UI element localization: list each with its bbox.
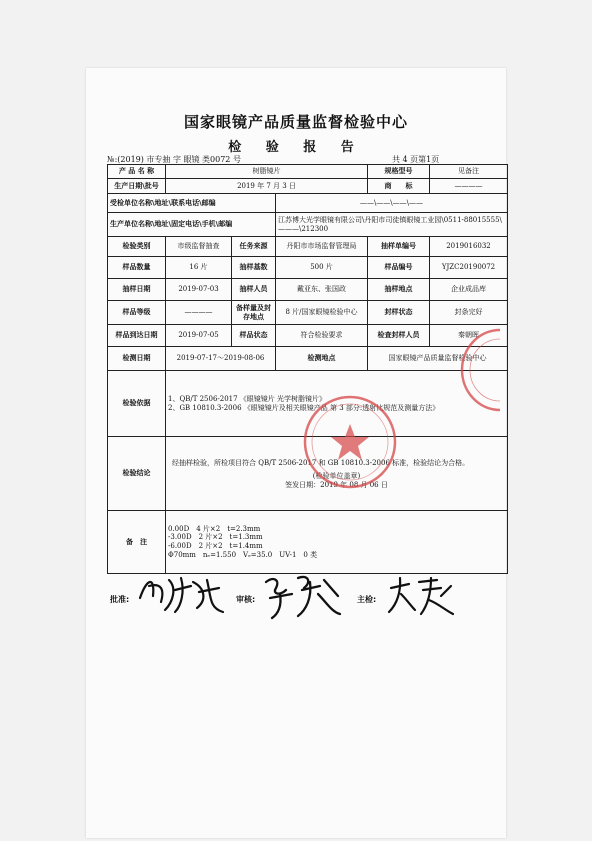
sample-state: 符合检验要求: [276, 325, 368, 347]
inspection-stamp-seal: [300, 392, 400, 492]
table-row: [108, 179, 508, 194]
sample-qty: 16 片: [166, 257, 232, 279]
product-name-label: 产 品 名 称: [108, 165, 166, 179]
backup: 8 片/国家眼镜检验中心: [276, 301, 368, 325]
basis-label: 检验依据: [108, 371, 166, 437]
sample-base: 500 片: [276, 257, 368, 279]
arrival-label: 样品到达日期: [108, 325, 166, 347]
table-row: [108, 511, 508, 574]
report-number: №:(2019) 市专抽 字 眼镜 类0072 号: [107, 155, 241, 164]
table-row: [108, 279, 508, 301]
model: 见备注: [430, 165, 508, 179]
basis-item-2: 2、GB 10810.3-2006 《眼镜镜片及相关眼镜产品 第 3 部分:透射比规范及测量方法》: [168, 403, 440, 412]
sample-state-label: 样品状态: [232, 325, 276, 347]
product-name: 树脂镜片: [166, 165, 368, 179]
chief-inspector-signature: [385, 574, 460, 619]
sample-no-label: 抽样单编号: [368, 237, 430, 257]
producer-label: 生产单位名称\地址\固定电话\手机\邮编: [108, 213, 276, 237]
issue-date: 签发日期：2019 年 08 月 06 日: [285, 481, 388, 490]
table-row: [108, 257, 508, 279]
model-label: 规格型号: [368, 165, 430, 179]
remark-line-3: -6.00D 2 片×2 t=1.4mm: [168, 542, 263, 550]
sample-id-label: 样品编号: [368, 257, 430, 279]
table-row: [108, 325, 508, 347]
org-title: 国家眼镜产品质量监督检验中心: [183, 113, 408, 131]
sample-id: YJZC20190072: [430, 257, 508, 279]
arrival: 2019-07-05: [166, 325, 232, 347]
inspect-type-label: 检验类别: [108, 237, 166, 257]
remarks-content: [166, 511, 508, 574]
report-title: 检 验 报 告: [228, 140, 364, 155]
sample-base-label: 抽样基数: [232, 257, 276, 279]
remark-line-4: Φ70mm nₑ=1.550 Vₑ=35.0 UV-1 0 类: [168, 550, 318, 559]
inspect-type: 市级监督抽查: [166, 237, 232, 257]
sample-qty-label: 样品数量: [108, 257, 166, 279]
sampler-label: 抽样人员: [232, 279, 276, 301]
receiver: 秦朝晖: [430, 325, 508, 347]
table-row: [108, 237, 508, 257]
remark-line-2: -3.00D 2 片×2 t=1.3mm: [168, 533, 263, 542]
grade: ————: [166, 301, 232, 325]
grade-label: 样品等级: [108, 301, 166, 325]
table-row: [108, 165, 508, 179]
table-row: [108, 301, 508, 325]
sample-no: 2019016032: [430, 237, 508, 257]
task-source: 丹阳市市场监督管理局: [276, 237, 368, 257]
inspected-unit: ——\——\——\——: [276, 194, 508, 213]
chief-label: 主检:: [357, 595, 377, 604]
table-row: [108, 213, 508, 237]
review-label: 审核:: [236, 595, 256, 604]
approve-label: 批准:: [110, 595, 130, 604]
table-row: [108, 194, 508, 213]
table-row: [108, 347, 508, 371]
stamp-note: (检验单位盖章): [312, 471, 361, 480]
sample-place-label: 抽样地点: [368, 279, 430, 301]
trademark-label: 商 标: [368, 179, 430, 194]
task-source-label: 任务来源: [232, 237, 276, 257]
seal-state: 封条完好: [430, 301, 508, 325]
remark-line-1: 0.00D 4 片×2 t=2.3mm: [168, 524, 261, 533]
conclusion-label: 检验结论: [108, 437, 166, 511]
seal-state-label: 封样状态: [368, 301, 430, 325]
prod-date: 2019 年 7 月 3 日: [166, 179, 368, 194]
test-place-label: 检测地点: [276, 347, 368, 371]
test-place: 国家眼镜产品质量监督检验中心: [368, 347, 508, 371]
conclusion-text: 经抽样检验，所检项目符合 QB/T 2506-2017 和 GB 10810.3-2006 标准，检验结论为合格。: [172, 458, 470, 467]
page-info: 共 4 页第1页: [392, 155, 440, 164]
basis-item-1: 1、QB/T 2506-2017 《眼镜镜片 光学树脂镜片》: [168, 394, 327, 403]
sampler: 戴亚东、张国政: [276, 279, 368, 301]
receiver-label: 检查封样人员: [368, 325, 430, 347]
reviewer-signature: [262, 568, 347, 623]
sample-date: 2019-07-03: [166, 279, 232, 301]
trademark: ————: [430, 179, 508, 194]
sample-place: 企业成品库: [430, 279, 508, 301]
producer: 江苏博大光学眼镜有限公司\丹阳市司徒镇眼镜工业园\0511-88015555\———\212300: [276, 213, 508, 237]
report-table: [107, 164, 508, 574]
prod-date-label: 生产日期\批号: [108, 179, 166, 194]
test-date-label: 检测日期: [108, 347, 166, 371]
inspected-unit-label: 受检单位名称\地址\联系电话\邮编: [108, 194, 276, 213]
sample-date-label: 抽样日期: [108, 279, 166, 301]
test-date: 2019-07-17～2019-08-06: [166, 347, 276, 371]
approver-signature: [135, 568, 230, 618]
page-edge-seal: [460, 325, 500, 415]
remarks-label: 备 注: [108, 511, 166, 574]
backup-label: 备样量及封存地点: [232, 301, 276, 325]
